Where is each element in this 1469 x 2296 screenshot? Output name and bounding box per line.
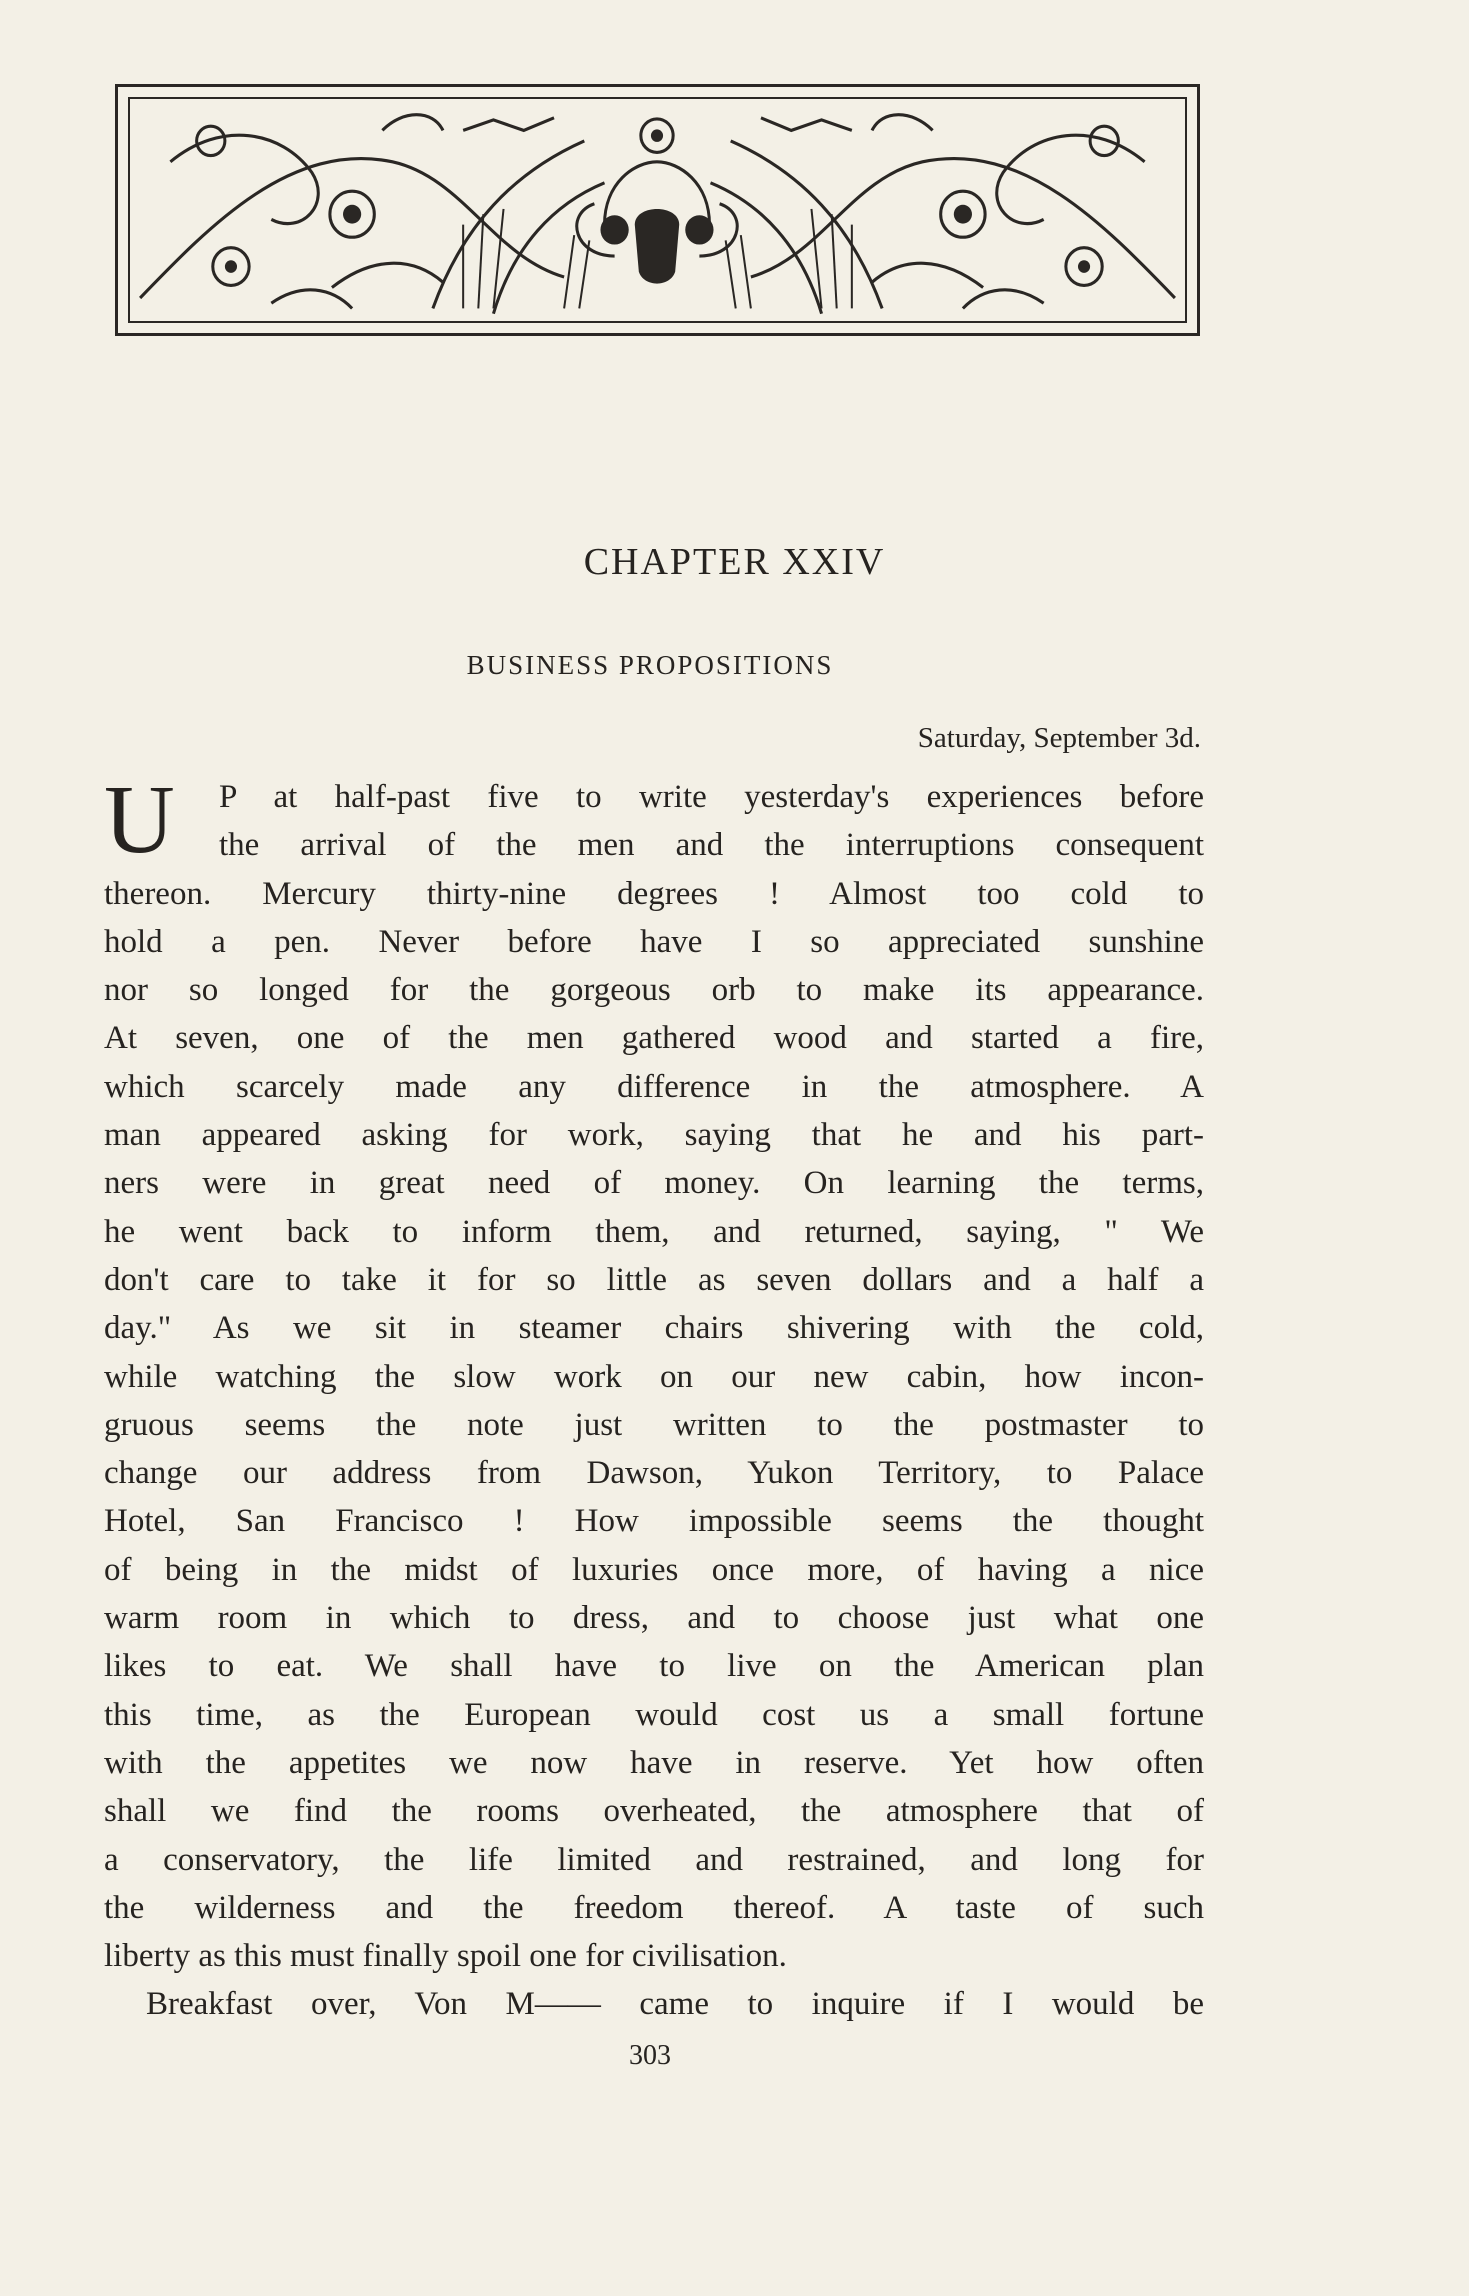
text-line: with the appetites we now have in reserve. Yet how often xyxy=(104,1744,1204,1781)
text-line: man appeared asking for work, saying that he and his part- xyxy=(104,1117,1204,1154)
drop-cap: U xyxy=(104,766,175,874)
text-line: nor so longed for the gorgeous orb to make its appearance. xyxy=(104,972,1204,1009)
page-number: 303 xyxy=(629,2040,671,2071)
text-line: the arrival of the men and the interruptions consequent xyxy=(219,827,1204,864)
chapter-title: CHAPTER XXIV xyxy=(583,541,886,583)
text-line: Breakfast over, Von M—— came to inquire if I would be xyxy=(146,1986,1204,2023)
dateline: Saturday, September 3d. xyxy=(917,722,1201,754)
text-line: shall we find the rooms overheated, the atmosphere that of xyxy=(104,1793,1204,1830)
chapter-subtitle: BUSINESS PROPOSITIONS xyxy=(466,650,834,680)
body-text xyxy=(104,766,1204,2029)
text-line: he went back to inform them, and returned, saying, " We xyxy=(104,1213,1204,1250)
text-line: likes to eat. We shall have to live on the American plan xyxy=(104,1648,1204,1685)
text-line: of being in the midst of luxuries once more, of having a nice xyxy=(104,1551,1204,1588)
text-line: don't care to take it for so little as seven dollars and a half a xyxy=(104,1261,1204,1298)
text-line: ners were in great need of money. On learning the terms, xyxy=(104,1165,1204,1202)
text-line: gruous seems the note just written to the postmaster to xyxy=(104,1406,1204,1443)
text-line: which scarcely made any difference in the atmosphere. A xyxy=(104,1068,1204,1105)
floral-ornament-icon xyxy=(130,99,1185,321)
text-line: day." As we sit in steamer chairs shivering with the cold, xyxy=(104,1310,1204,1347)
headpiece-inner-frame xyxy=(128,97,1187,323)
text-line: while watching the slow work on our new cabin, how incon- xyxy=(104,1358,1204,1395)
text-line: a conservatory, the life limited and restrained, and long for xyxy=(104,1841,1204,1878)
text-line: liberty as this must finally spoil one for civilisation. xyxy=(104,1938,787,1975)
text-line: warm room in which to dress, and to choose just what one xyxy=(104,1600,1204,1637)
text-line: hold a pen. Never before have I so appreciated sunshine xyxy=(104,923,1204,960)
ornamental-headpiece xyxy=(115,84,1200,336)
text-line: thereon. Mercury thirty-nine degrees ! Almost too cold to xyxy=(104,875,1204,912)
text-line: this time, as the European would cost us a small fortune xyxy=(104,1696,1204,1733)
text-line: the wilderness and the freedom thereof. A taste of such xyxy=(104,1889,1204,1926)
text-line: Hotel, San Francisco ! How impossible seems the thought xyxy=(104,1503,1204,1540)
text-line: At seven, one of the men gathered wood and started a fire, xyxy=(104,1020,1204,1057)
text-line: P at half-past five to write yesterday's experiences before xyxy=(219,779,1204,815)
text-line: change our address from Dawson, Yukon Territory, to Palace xyxy=(104,1455,1204,1492)
